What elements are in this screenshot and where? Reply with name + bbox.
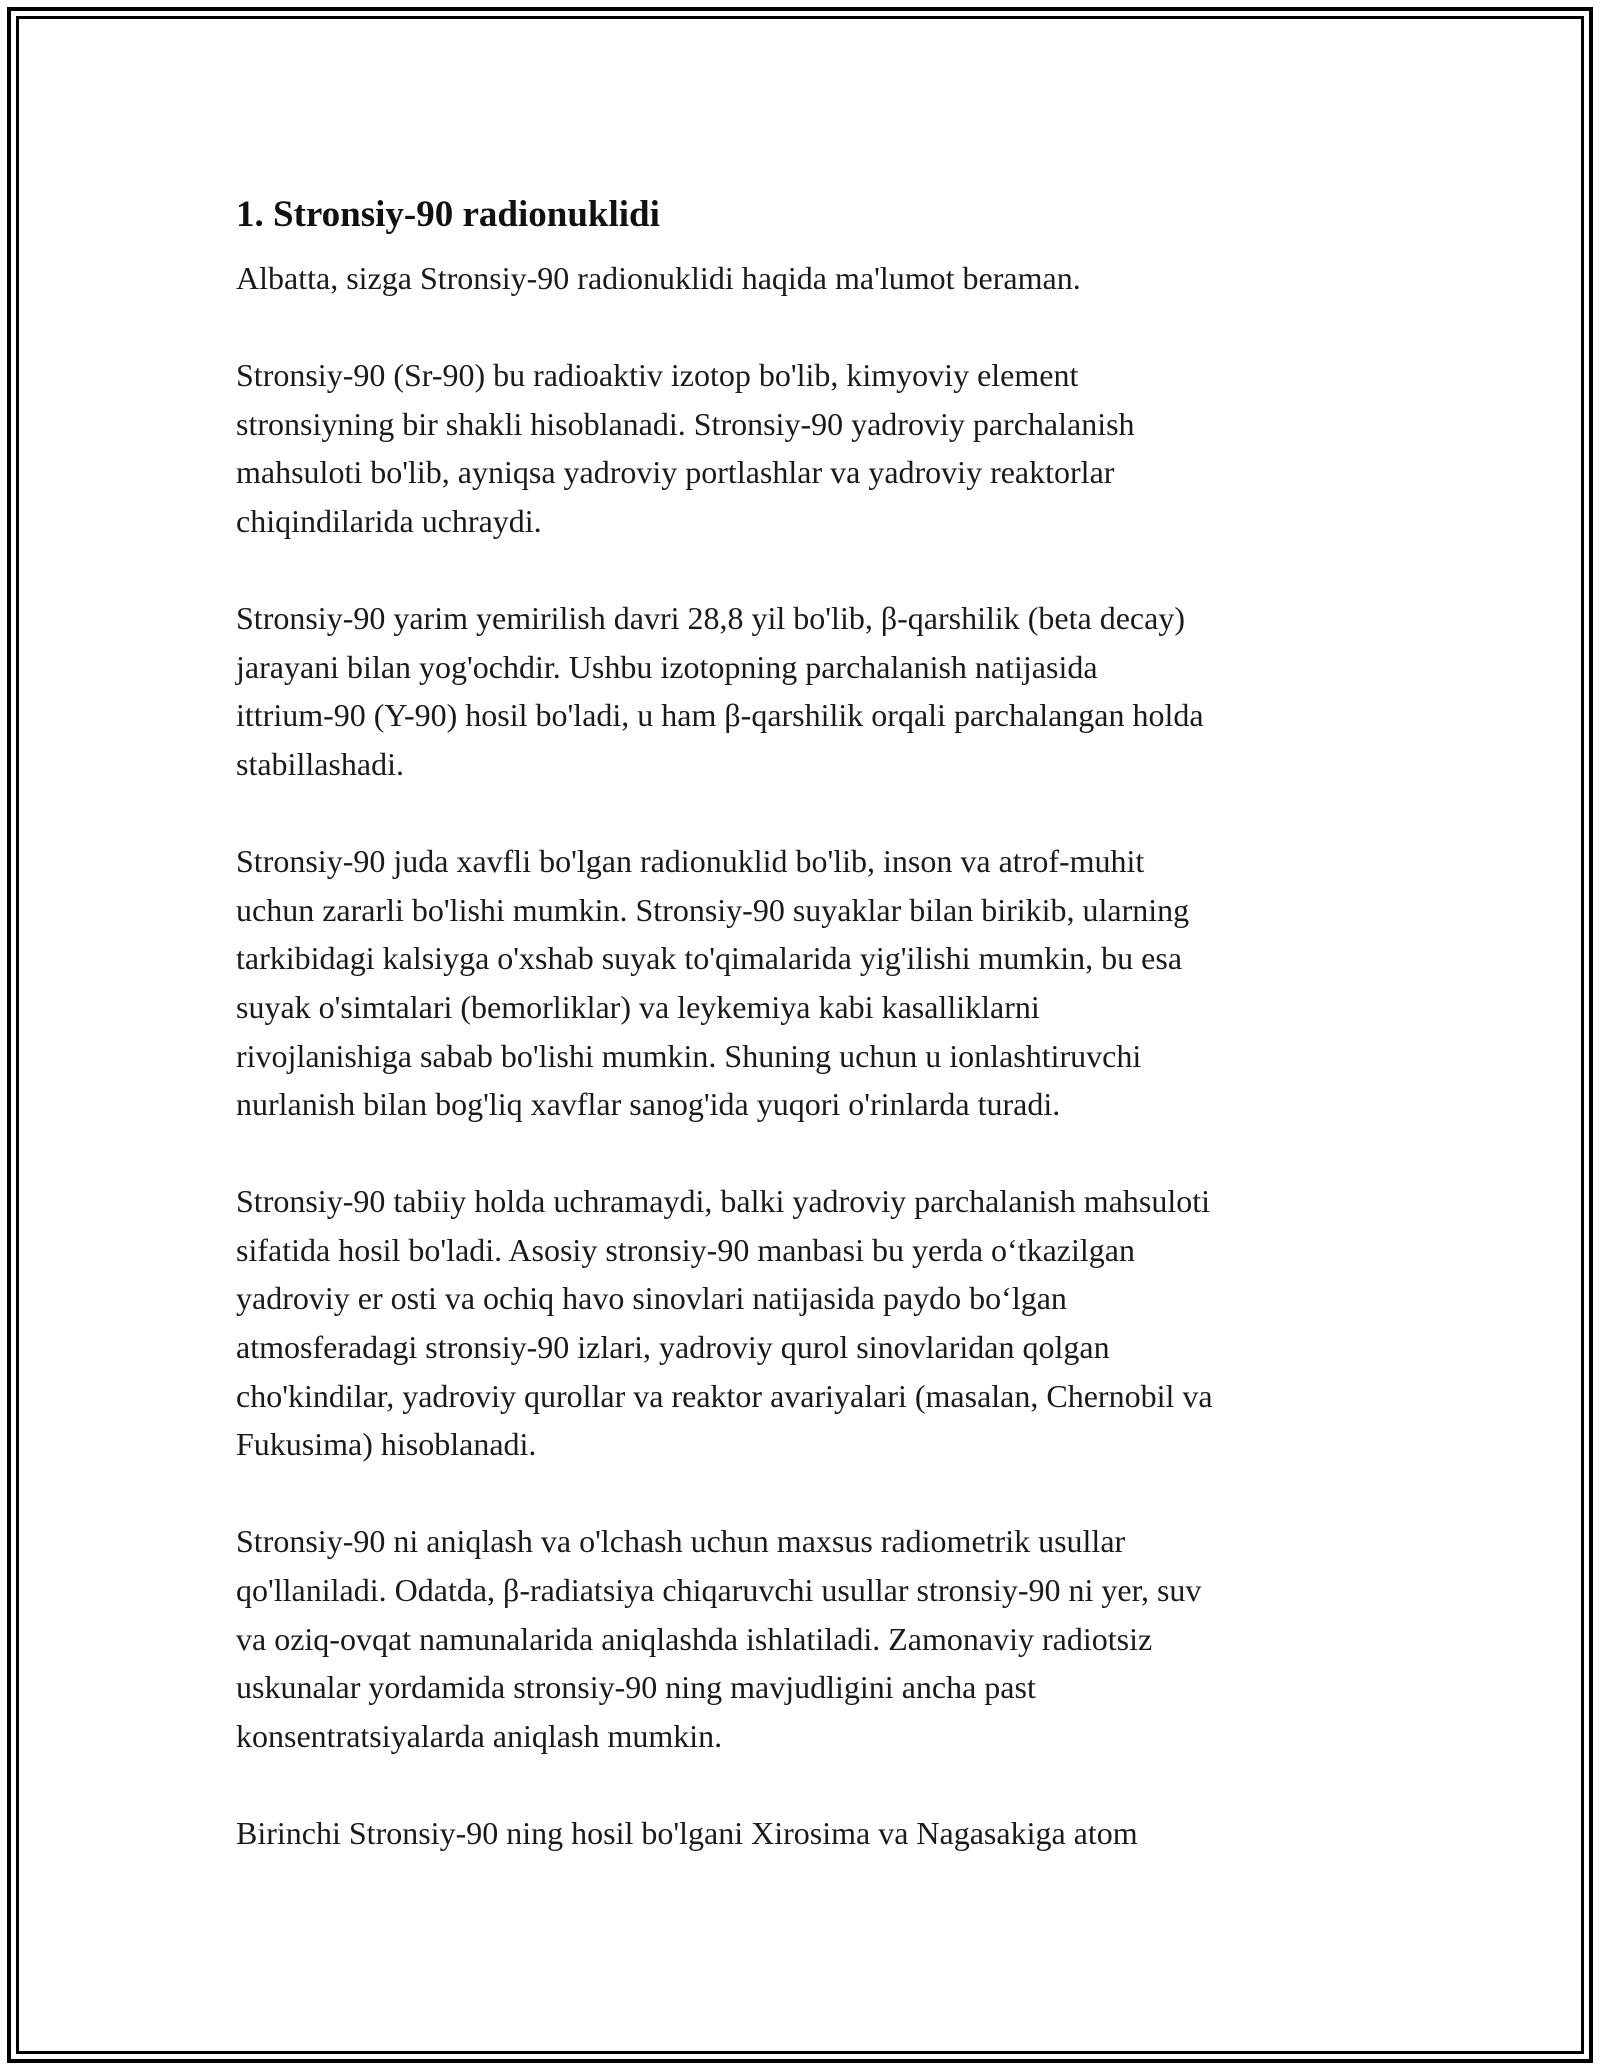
text-line: Stronsiy-90 yarim yemirilish davri 28,8 yil bo'lib, β-qarshilik (beta decay) [236, 600, 1185, 637]
text-line: stronsiyning bir shakli hisoblanadi. Stronsiy-90 yadroviy parchalanish [236, 405, 1135, 442]
paragraph-hazards [236, 837, 1376, 1129]
paragraph-definition [236, 351, 1376, 545]
text-line: tarkibidagi kalsiyga o'xshab suyak to'qimalarida yig'ilishi mumkin, bu esa [236, 940, 1183, 977]
text-line: yadroviy er osti va ochiq havo sinovlari natijasida paydo bo‘lgan [236, 1280, 1067, 1317]
text-line: konsentratsiyalarda aniqlash mumkin. [236, 1717, 723, 1754]
text-line: Stronsiy-90 tabiiy holda uchramaydi, balki yadroviy parchalanish mahsuloti [236, 1183, 1211, 1220]
text-line: Fukusima) hisoblanadi. [236, 1426, 537, 1463]
text-line: uskunalar yordamida stronsiy-90 ning mavjudligini ancha past [236, 1669, 1036, 1706]
paragraph-half-life [236, 594, 1376, 788]
document-body [236, 186, 1376, 1858]
text-line: cho'kindilar, yadroviy qurollar va reaktor avariyalari (masalan, Chernobil va [236, 1377, 1213, 1414]
paragraph-sources [236, 1177, 1376, 1469]
text-line: uchun zararli bo'lishi mumkin. Stronsiy-90 suyaklar bilan birikib, ularning [236, 891, 1190, 928]
text-line: jarayani bilan yog'ochdir. Ushbu izotopning parchalanish natijasida [236, 648, 1098, 685]
text-line: mahsuloti bo'lib, ayniqsa yadroviy portlashlar va yadroviy reaktorlar [236, 454, 1115, 491]
paragraph-detection [236, 1517, 1376, 1760]
text-line: va oziq-ovqat namunalarida aniqlashda ishlatiladi. Zamonaviy radiotsiz [236, 1620, 1153, 1657]
text-line: chiqindilarida uchraydi. [236, 502, 542, 539]
text-line: ittrium-90 (Y-90) hosil bo'ladi, u ham β-qarshilik orqali parchalangan holda [236, 697, 1204, 734]
text-line: suyak o'simtalari (bemorliklar) va leykemiya kabi kasalliklarni [236, 988, 1040, 1025]
text-line: stabillashadi. [236, 745, 404, 782]
text-line: rivojlanishiga sabab bo'lishi mumkin. Shuning uchun u ionlashtiruvchi [236, 1037, 1142, 1074]
text-line: Stronsiy-90 ni aniqlash va o'lchash uchun maxsus radiometrik usullar [236, 1523, 1126, 1560]
text-line: sifatida hosil bo'ladi. Asosiy stronsiy-90 manbasi bu yerda o‘tkazilgan [236, 1231, 1135, 1268]
intro-paragraph: Albatta, sizga Stronsiy-90 radionuklidi haqida ma'lumot beraman. [236, 260, 1081, 296]
text-line: atmosferadagi stronsiy-90 izlari, yadroviy qurol sinovlaridan qolgan [236, 1329, 1110, 1366]
text-line: Stronsiy-90 juda xavfli bo'lgan radionuklid bo'lib, inson va atrof-muhit [236, 843, 1145, 880]
text-line: Birinchi Stronsiy-90 ning hosil bo'lgani Xirosima va Nagasakiga atom [236, 1815, 1138, 1851]
text-line: qo'llaniladi. Odatda, β-radiatsiya chiqaruvchi usullar stronsiy-90 ni yer, suv [236, 1572, 1202, 1609]
text-line: nurlanish bilan bog'liq xavflar sanog'ida yuqori o'rinlarda turadi. [236, 1086, 1061, 1123]
section-heading: 1. Stronsiy-90 radionuklidi [236, 194, 660, 235]
text-line: Stronsiy-90 (Sr-90) bu radioaktiv izotop bo'lib, kimyoviy element [236, 357, 1079, 394]
paragraph-history [236, 1809, 1376, 1858]
